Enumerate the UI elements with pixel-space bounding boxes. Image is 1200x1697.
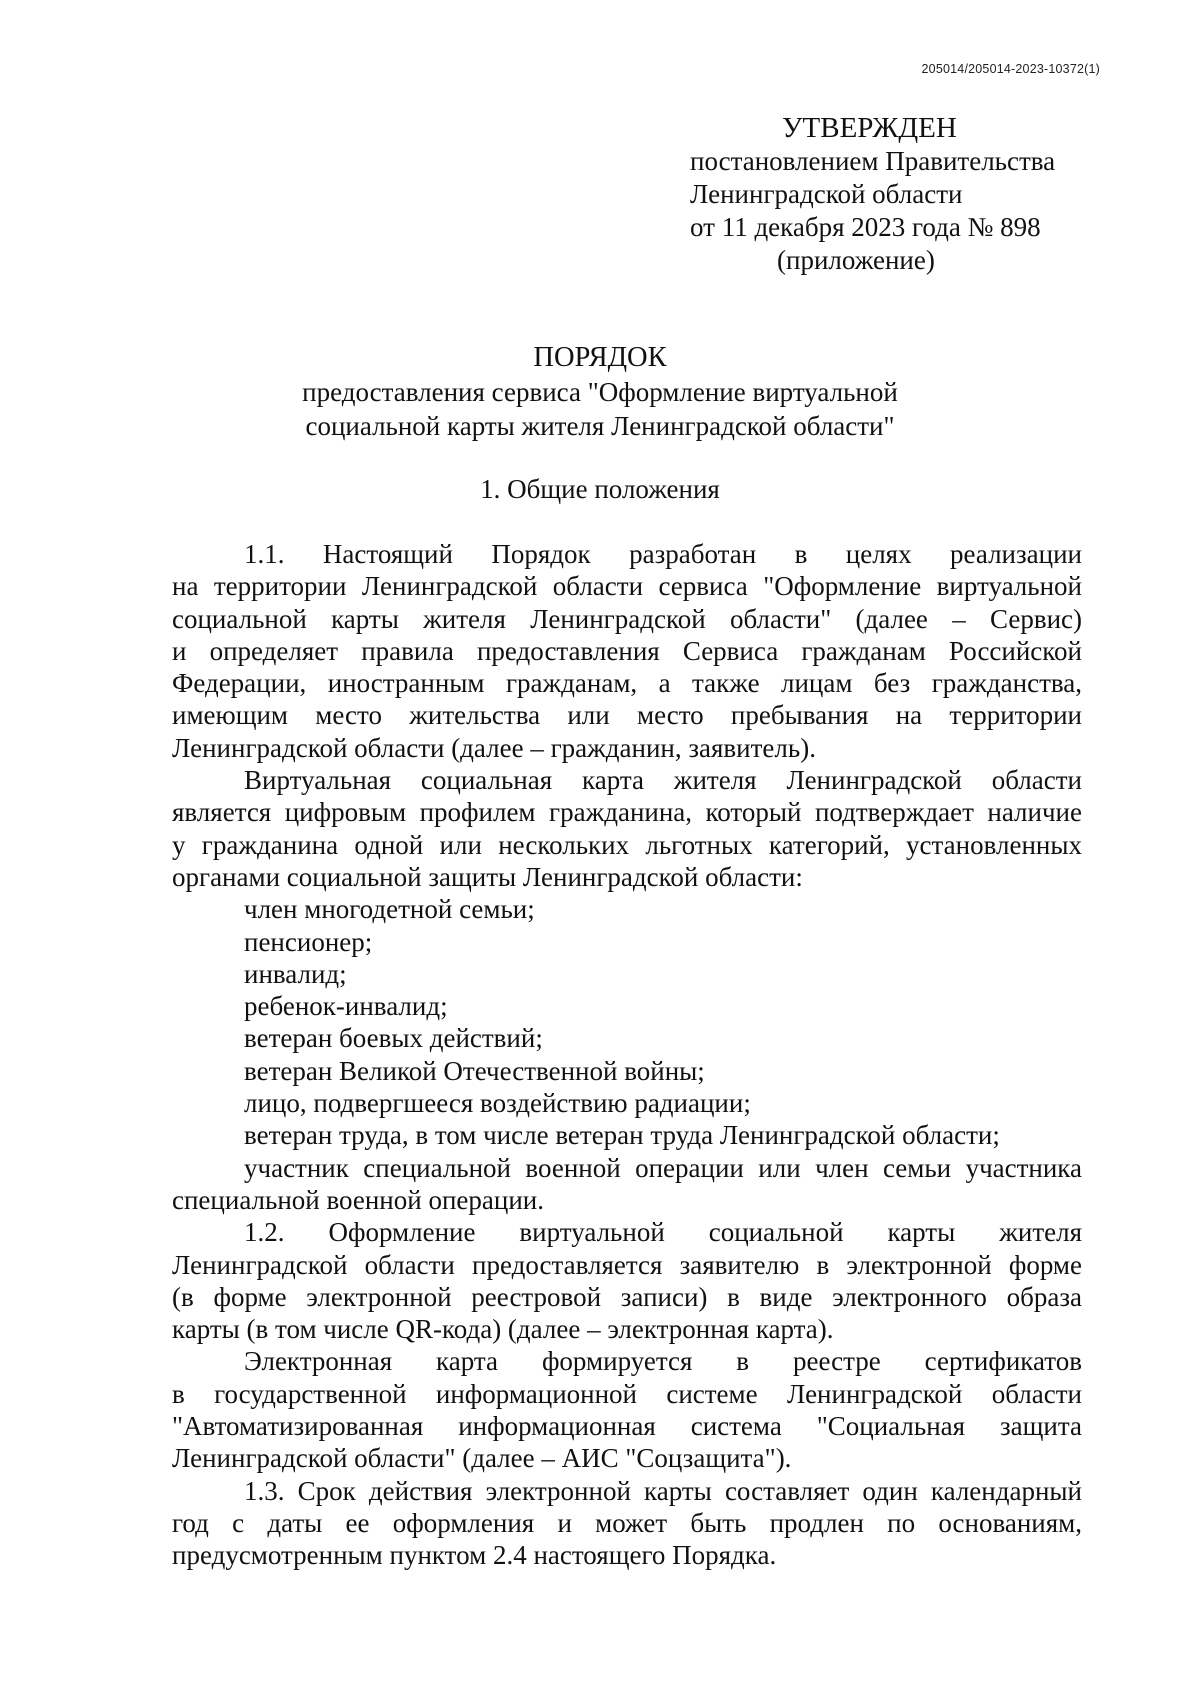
body-line: 1.2. Оформление виртуальной социальной карты жителя [244, 1217, 1082, 1248]
body-line: является цифровым профилем гражданина, который подтверждает наличие [172, 797, 1082, 828]
document-subtitle-line-2: социальной карты жителя Ленинградской области" [305, 411, 895, 441]
body-line: (в форме электронной реестровой записи) в виде электронного образа [172, 1281, 1082, 1312]
body-line: в государственной информационной системе Ленинградской области [172, 1378, 1082, 1409]
body-line: карты (в том числе QR-кода) (далее – электронная карта). [172, 1314, 834, 1345]
body-line: 1.3. Срок действия электронной карты составляет один календарный [244, 1475, 1082, 1506]
list-item: ветеран труда, в том числе ветеран труда Ленинградской области; [244, 1120, 1000, 1151]
approval-line-2: Ленинградской области [690, 179, 963, 209]
list-item: участник специальной военной операции или член семьи участника [244, 1152, 1082, 1183]
body-line: у гражданина одной или нескольких льготных категорий, установленных [172, 829, 1082, 860]
body-line: имеющим место жительства или место пребывания на территории [172, 700, 1082, 731]
document-header [0, 341, 1200, 443]
body-line: Ленинградской области предоставляется заявителю в электронной форме [172, 1249, 1082, 1280]
body-line: Ленинградской области (далее – гражданин, заявитель). [172, 732, 816, 763]
list-item: член многодетной семьи; [244, 894, 535, 925]
approval-appendix: (приложение) [777, 245, 935, 275]
list-item: ребенок-инвалид; [244, 991, 448, 1022]
body-line: год с даты ее оформления и может быть продлен по основаниям, [172, 1507, 1082, 1538]
approval-line-1: постановлением Правительства [690, 146, 1056, 176]
list-item: инвалид; [244, 958, 347, 989]
document-body [172, 538, 1082, 1572]
list-item: ветеран боевых действий; [244, 1023, 543, 1054]
body-line: специальной военной операции. [172, 1184, 544, 1215]
list-item: ветеран Великой Отечественной войны; [244, 1055, 705, 1086]
body-line: социальной карты жителя Ленинградской области" (далее – Сервис) [172, 603, 1082, 634]
body-line: Электронная карта формируется в реестре сертификатов [244, 1346, 1082, 1377]
list-item: лицо, подвергшееся воздействию радиации; [244, 1088, 751, 1119]
body-line: предусмотренным пунктом 2.4 настоящего Порядка. [172, 1540, 777, 1571]
body-line: "Автоматизированная информационная система "Социальная защита [172, 1411, 1082, 1442]
body-line: органами социальной защиты Ленинградской области: [172, 861, 803, 892]
approval-line-3: от 11 декабря 2023 года № 898 [690, 212, 1041, 242]
body-line: Федерации, иностранным гражданам, а также лицам без гражданства, [172, 668, 1082, 699]
list-item: пенсионер; [244, 926, 373, 957]
section-1-heading: 1. Общие положения [480, 474, 720, 504]
body-line: и определяет правила предоставления Сервиса гражданам Российской [172, 635, 1082, 666]
body-line: Виртуальная социальная карта жителя Ленинградской области [244, 765, 1082, 796]
document-id: 205014/205014-2023-10372(1) [921, 62, 1100, 76]
body-line: на территории Ленинградской области сервиса "Оформление виртуальной [172, 571, 1082, 602]
approved-title: УТВЕРЖДЕН [782, 112, 957, 144]
body-line: 1.1. Настоящий Порядок разработан в целях реализации [244, 539, 1082, 569]
body-line: Ленинградской области" (далее – АИС "Соцзащита"). [172, 1443, 792, 1474]
approval-stamp-block [690, 112, 1055, 277]
document-title: ПОРЯДОК [533, 342, 667, 373]
document-subtitle-line-1: предоставления сервиса "Оформление виртуальной [302, 377, 898, 407]
